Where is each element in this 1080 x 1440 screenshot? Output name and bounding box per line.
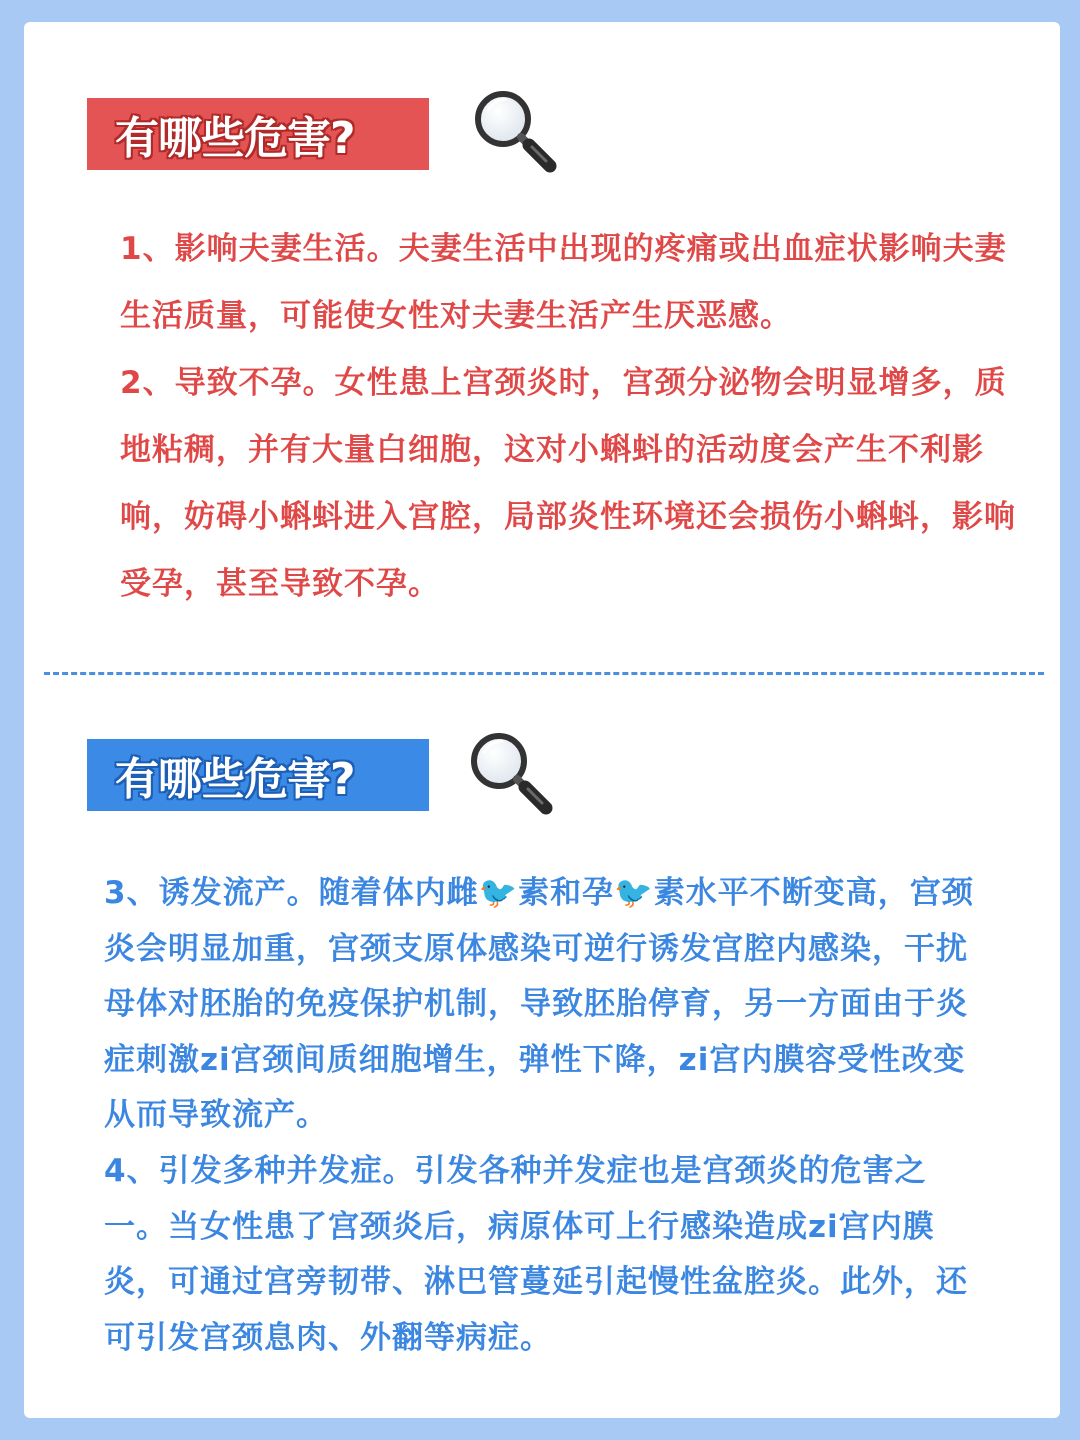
section-2-header: [87, 739, 429, 811]
magnifier-icon: [470, 88, 560, 174]
section-2-title: 有哪些危害?: [115, 754, 355, 805]
paragraph-4: 4、引发多种并发症。引发各种并发症也是宫颈炎的危害之一。当女性患了宫颈炎后，病原体可上行感染造成zi宫内膜炎，可通过宫旁韧带、淋巴管蔓延引起慢性盆腔炎。此外，还可引发宫颈息肉、外翻等病症。: [104, 1153, 968, 1356]
paragraph-1: 1、影响夫妻生活。夫妻生活中出现的疼痛或出血症状影响夫妻生活质量，可能使女性对夫妻生活产生厌恶感。: [120, 231, 1007, 334]
content-card: [24, 22, 1060, 1418]
paragraph-2: 2、导致不孕。女性患上宫颈炎时，宫颈分泌物会明显增多，质地粘稠，并有大量白细胞，这对小蝌蚪的活动度会产生不利影响，妨碍小蝌蚪进入宫腔，局部炎性环境还会损伤小蝌蚪，影响受孕，甚至导致不孕。: [120, 365, 1016, 602]
section-1-title: 有哪些危害?: [115, 113, 355, 164]
dashed-divider: [44, 672, 1044, 675]
paragraph-3: 3、诱发流产。随着体内雌🐦素和孕🐦素水平不断变高，宫颈炎会明显加重，宫颈支原体感染可逆行诱发宫腔内感染，干扰母体对胚胎的免疫保护机制，导致胚胎停育，另一方面由于炎症刺激zi宫颈间质细胞增生，弹性下降，zi宫内膜容受性改变从而导致流产。: [104, 875, 974, 1133]
section-1-header: [87, 98, 429, 170]
magnifier-icon: [466, 730, 556, 816]
